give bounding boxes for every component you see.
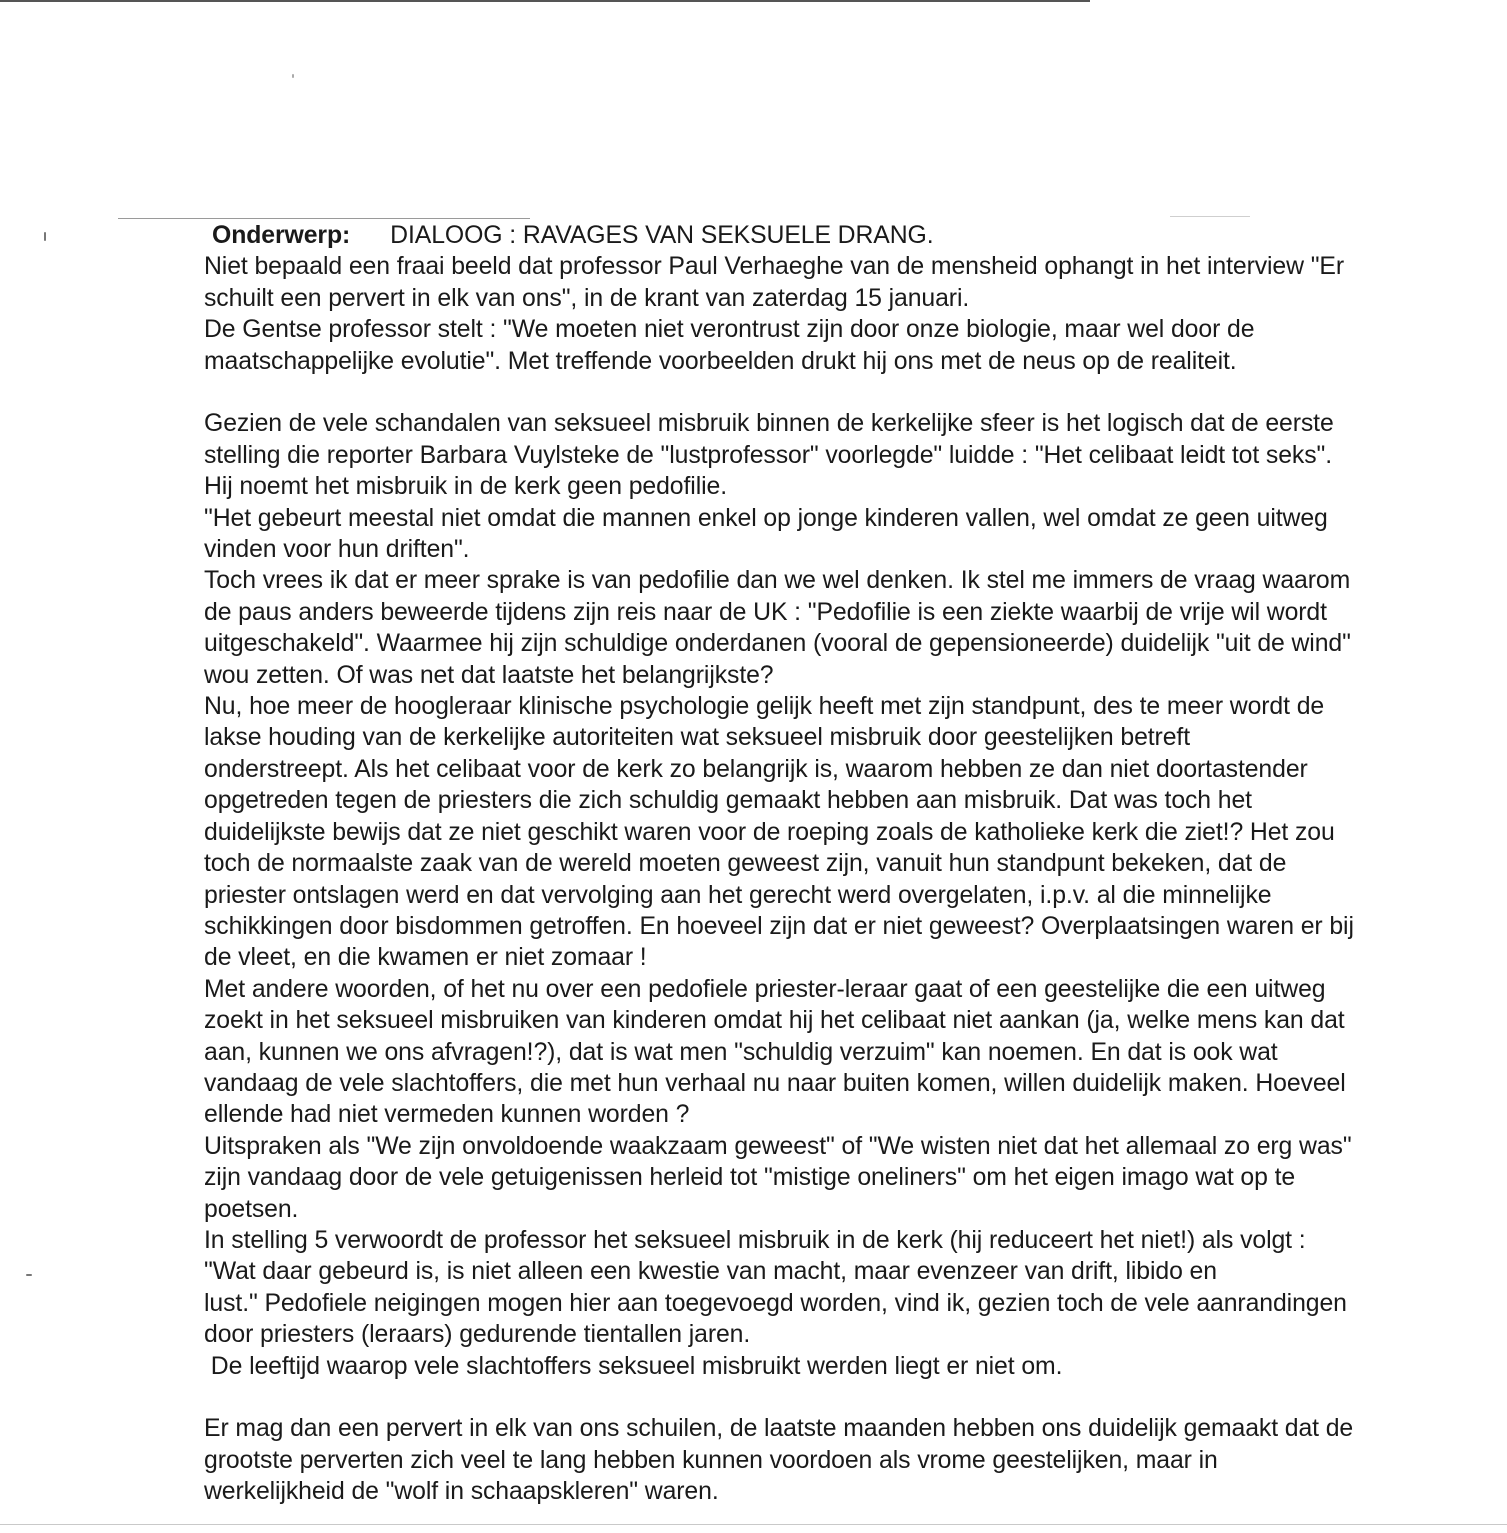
text-line: Hij noemt het misbruik in de kerk geen pedofilie. [204, 473, 727, 501]
text-line: ellende had niet vermeden kunnen worden ? [204, 1101, 690, 1129]
paragraph-conclusion [204, 1413, 1504, 1507]
text-line: de vleet, en die kwamen er niet zomaar ! [204, 944, 647, 972]
text-line: zijn vandaag door de vele getuigenissen herleid tot "mistige oneliners" om het eigen imago wat op te [204, 1164, 1296, 1192]
text-line: werkelijkheid de "wolf in schaapskleren" waren. [204, 1478, 719, 1506]
text-line: "Wat daar gebeurd is, is niet alleen een kwestie van macht, maar evenzeer van drift, libido en [204, 1258, 1217, 1286]
text-line: toch de normaalste zaak van de wereld moeten geweest zijn, vanuit hun standpunt bekeken, dat de [204, 850, 1287, 878]
text-line: In stelling 5 verwoordt de professor het seksueel misbruik in de kerk (hij reduceert het niet!) als volgt : [204, 1226, 1306, 1254]
text-line: onderstreept. Als het celibaat voor de kerk zo belangrijk is, waarom hebben ze dan niet doortastender [204, 755, 1308, 783]
text-line: Nu, hoe meer de hoogleraar klinische psychologie gelijk heeft met zijn standpunt, des te meer wordt de [204, 693, 1325, 721]
text-line: vinden voor hun driften". [204, 536, 470, 564]
text-line: De leeftijd waarop vele slachtoffers seksueel misbruikt werden liegt er niet om. [204, 1352, 1063, 1380]
text-line: Gezien de vele schandalen van seksueel misbruik binnen de kerkelijke sfeer is het logisch dat de eerste [204, 410, 1334, 438]
text-line: vandaag de vele slachtoffers, die met hun verhaal nu naar buiten komen, willen duidelijk maken. Hoeveel [204, 1069, 1346, 1097]
text-line: wou zetten. Of was net dat laatste het belangrijkste? [204, 661, 774, 689]
text-line: poetsen. [204, 1195, 299, 1223]
text-line: Er mag dan een pervert in elk van ons schuilen, de laatste maanden hebben ons duidelijk gemaakt dat de [204, 1415, 1354, 1443]
text-line: maatschappelijke evolutie". Met treffende voorbeelden drukt hij ons met de neus op de realiteit. [204, 347, 1237, 375]
text-line: Uitspraken als "We zijn onvoldoende waakzaam geweest" of "We wisten niet dat het allemaal zo erg was" [204, 1132, 1352, 1160]
text-line: De Gentse professor stelt : "We moeten niet verontrust zijn door onze biologie, maar wel door de [204, 316, 1255, 344]
letter-document [204, 220, 1504, 1508]
text-line: Niet bepaald een fraai beeld dat professor Paul Verhaeghe van de mensheid ophangt in het interview "Er [204, 253, 1345, 281]
text-line: lust." Pedofiele neigingen mogen hier aan toegevoegd worden, vind ik, gezien toch de vele aanrandingen [204, 1289, 1347, 1317]
subject-title: DIALOOG : RAVAGES VAN SEKSUELE DRANG. [390, 222, 934, 249]
paragraph-gap [204, 377, 1504, 408]
scan-edge-bottom [0, 1524, 1507, 1525]
text-line: door priesters (leraars) gedurende tientallen jaren. [204, 1321, 751, 1349]
text-line: Toch vrees ik dat er meer sprake is van pedofilie dan we wel denken. Ik stel me immers de vraag waarom [204, 567, 1351, 595]
text-line: schuilt een pervert in elk van ons", in de krant van zaterdag 15 januari. [204, 284, 970, 312]
text-line: "Het gebeurt meestal niet omdat die mannen enkel op jonge kinderen vallen, wel omdat ze geen uitweg [204, 504, 1328, 532]
text-line: opgetreden tegen de priesters die zich schuldig gemaakt hebben aan misbruik. Dat was toch het [204, 787, 1252, 815]
paragraph-intro [204, 251, 1504, 377]
scan-speck [26, 1274, 32, 1276]
text-line: grootste perverten zich veel te lang hebben kunnen voordoen als vrome geestelijken, maar in [204, 1446, 1218, 1474]
text-line: priester ontslagen werd en dat vervolging aan het gerecht werd overgelaten, i.p.v. al die minnelijke [204, 881, 1272, 909]
scan-speck [292, 74, 294, 78]
subject-line [204, 220, 1504, 251]
text-line: duidelijkste bewijs dat ze niet geschikt waren voor de roeping zoals de katholieke kerk die ziet!? Het zou [204, 818, 1335, 846]
text-line: de paus anders beweerde tijdens zijn reis naar de UK : "Pedofilie is een ziekte waarbij de vrije wil wordt [204, 598, 1327, 626]
text-line: uitgeschakeld". Waarmee hij zijn schuldige onderdanen (vooral de gepensioneerde) duidelijk "uit de wind" [204, 630, 1351, 658]
scan-edge-top [0, 0, 1090, 2]
text-line: aan, kunnen we ons afvragen!?), dat is wat men "schuldig verzuim" kan noemen. En dat is ook wat [204, 1038, 1278, 1066]
subject-label: Onderwerp: [212, 222, 351, 249]
header-rule [118, 218, 530, 219]
header-rule-right [1170, 216, 1250, 217]
paragraph-body [204, 408, 1504, 1382]
scan-speck [44, 232, 46, 241]
text-line: stelling die reporter Barbara Vuylsteke de "lustprofessor" voorlegde" luidde : "Het celibaat leidt tot seks". [204, 441, 1332, 469]
text-line: lakse houding van de kerkelijke autoriteiten wat seksueel misbruik door geestelijken betreft [204, 724, 1190, 752]
text-line: zoekt in het seksueel misbruiken van kinderen omdat hij het celibaat niet aankan (ja, welke mens kan dat [204, 1007, 1345, 1035]
paragraph-gap [204, 1382, 1504, 1413]
text-line: Met andere woorden, of het nu over een pedofiele priester-leraar gaat of een geestelijke die een uitweg [204, 975, 1326, 1003]
text-line: schikkingen door bisdommen getroffen. En hoeveel zijn dat er niet geweest? Overplaatsingen waren er bij [204, 912, 1354, 940]
